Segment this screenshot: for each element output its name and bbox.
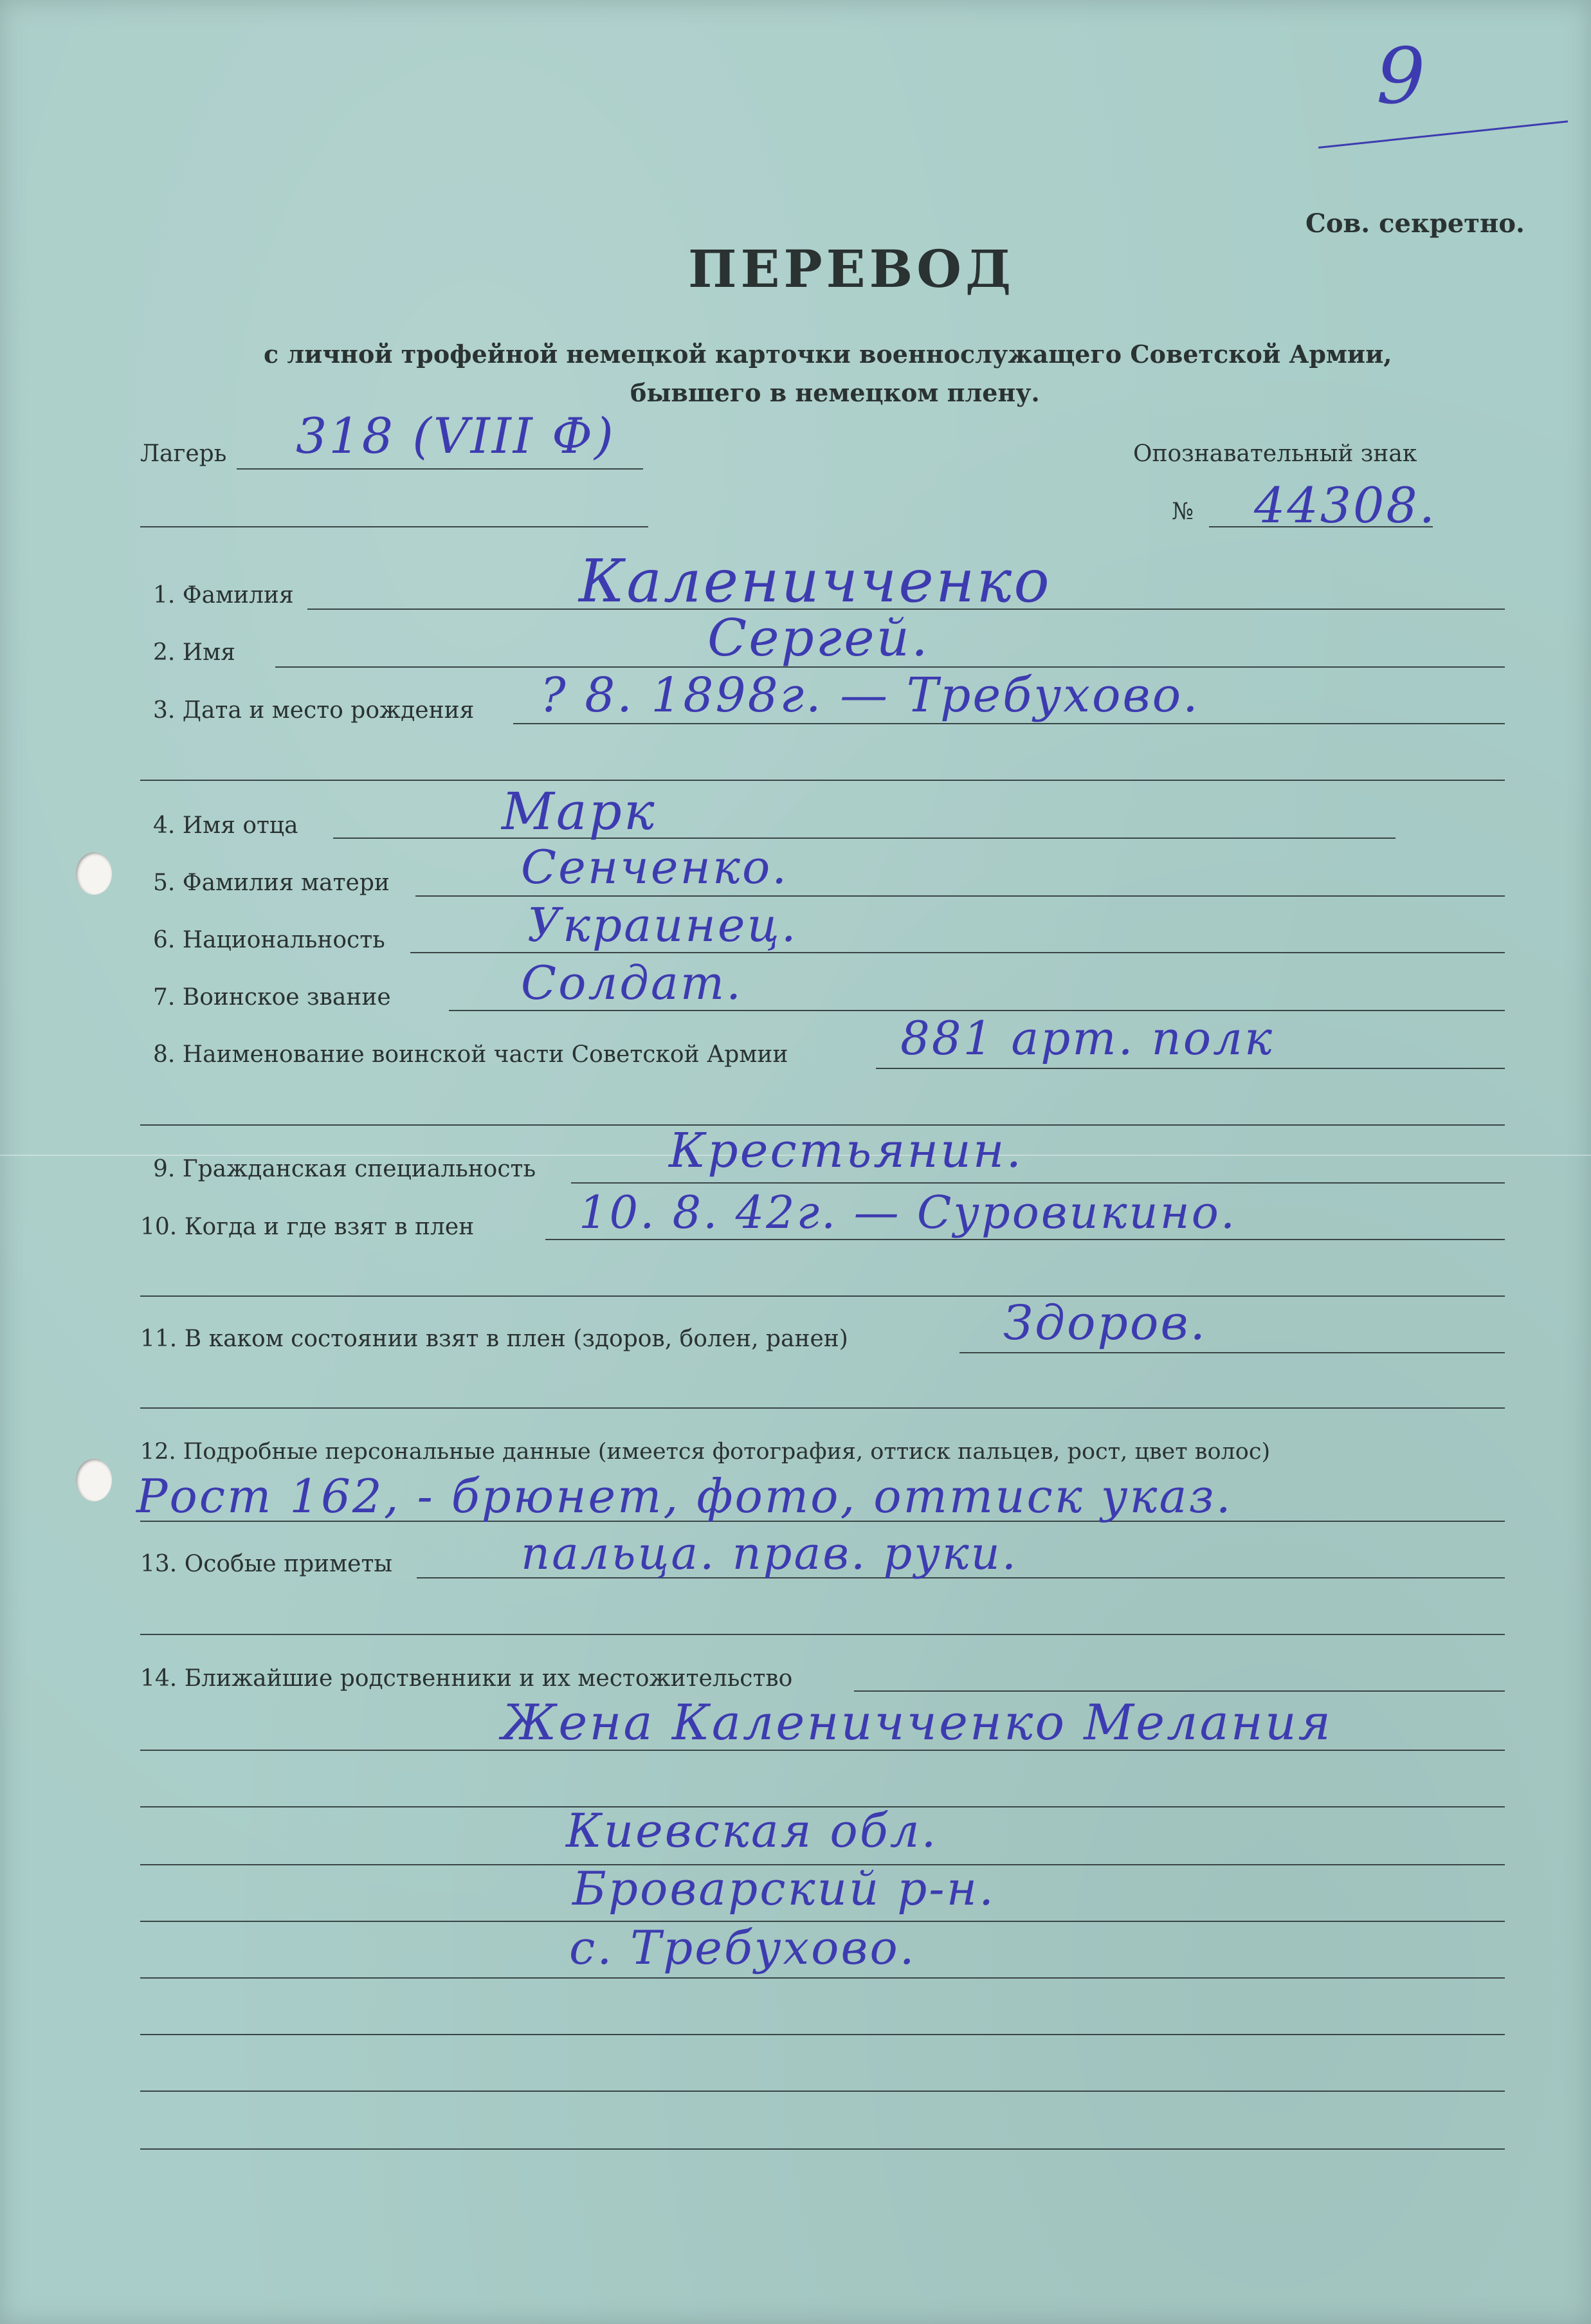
field-value-father: Марк [502,782,657,841]
field-value-marks: пальца. прав. руки. [521,1527,1018,1580]
field-label-birth: 3. Дата и место рождения [153,697,475,724]
field-line-capture-extra [140,1295,1505,1297]
page-title: ПЕРЕВОД [688,239,1015,299]
field-label-surname: 1. Фамилия [153,582,294,608]
field-line-capture [545,1239,1505,1240]
field-label-relatives: 14. Ближайшие родственники и их местожительство [140,1665,793,1692]
field-value-capture: 10. 8. 42г. — Суровикино. [579,1186,1237,1239]
field-value-surname: Каленичченко [579,547,1051,616]
field-line-condition-extra [140,1407,1505,1409]
id-number-sign: № [1172,499,1194,525]
page-subtitle-line2: бывшего в немецком плену. [630,378,1040,407]
field-value-unit: 881 арт. полк [900,1011,1274,1065]
punch-hole [76,1459,112,1501]
field-value-relatives-3: Броварский р-н. [572,1862,996,1916]
field-value-name: Сергей. [707,608,930,668]
camp-line [237,468,643,470]
field-label-mother: 5. Фамилия матери [153,870,390,896]
field-line-relatives [854,1690,1505,1692]
field-line-condition [959,1352,1505,1353]
field-line-father [333,837,1396,839]
field-line-birth-extra [140,780,1505,781]
field-line-mother [415,895,1505,897]
field-line-relatives-7 [140,2034,1505,2035]
field-label-unit: 8. Наименование воинской части Советской Армии [153,1041,788,1068]
field-value-nationality: Украинец. [527,898,798,952]
field-line-birth [513,723,1505,724]
punch-hole [76,852,112,895]
field-value-relatives-1: Жена Каленичченко Мелания [502,1694,1333,1751]
field-label-nationality: 6. Национальность [153,927,385,953]
field-label-capture: 10. Когда и где взят в плен [140,1214,475,1240]
field-value-relatives-4: с. Требухово. [569,1921,916,1975]
field-line-nationality [410,952,1505,953]
field-label-condition: 11. В каком состоянии взят в плен (здоров, болен, ранен) [140,1326,848,1352]
field-value-birth: ? 8. 1898г. — Требухово. [540,668,1200,723]
camp-value: 318 (VIII Ф) [296,407,615,464]
page-subtitle-line1: с личной трофейной немецкой карточки военнослужащего Советской Армии, [264,340,1392,369]
field-value-mother: Сенченко. [521,840,789,894]
field-label-rank: 7. Воинское звание [153,984,391,1011]
field-line-unit [876,1068,1505,1069]
field-value-rank: Солдат. [521,956,743,1010]
field-value-profession: Крестьянин. [669,1123,1023,1178]
field-value-personal: Рост 162, - брюнет, фото, оттиск указ. [136,1469,1233,1523]
field-line-relatives-9 [140,2148,1505,2150]
field-label-profession: 9. Гражданская специальность [153,1156,536,1182]
id-tag-label: Опознавательный знак [1133,441,1417,467]
field-value-relatives-2: Киевская обл. [566,1804,938,1858]
camp-extra-line [140,526,648,527]
field-label-father: 4. Имя отца [153,812,298,839]
field-line-relatives-2 [140,1750,1505,1751]
page-number-underline [1318,120,1568,149]
field-label-marks: 13. Особые приметы [140,1551,393,1577]
field-label-name: 2. Имя [153,639,235,666]
field-line-relatives-8 [140,2091,1505,2092]
page-number: 9 [1376,32,1426,122]
field-label-personal: 12. Подробные персональные данные (имеется фотография, оттиск пальцев, рост, цвет волос) [140,1439,1271,1465]
field-value-condition: Здоров. [1003,1295,1208,1351]
classification-stamp: Сов. секретно. [1305,208,1525,239]
id-number-value: 44308. [1254,477,1437,534]
field-line-marks-extra [140,1634,1505,1635]
camp-label: Лагерь [140,441,227,467]
field-line-profession [571,1182,1505,1184]
field-line-relatives-6 [140,1977,1505,1979]
